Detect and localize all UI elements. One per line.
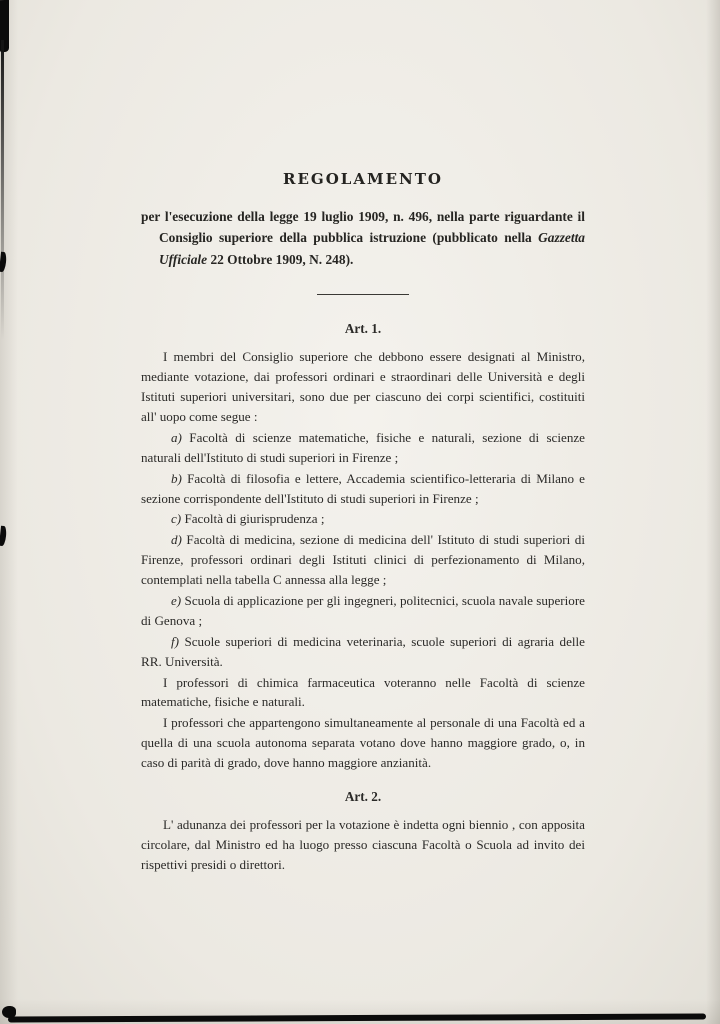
article-2-heading: Art. 2.	[344, 789, 382, 805]
list-item-b	[141, 469, 585, 509]
document-title: REGOLAMENTO	[283, 170, 443, 188]
article-1-paragraph-3: I professori che appartengono simultaneamente al personale di una Facoltà ed a quella di una scuola autonoma separata votano dove hanno maggiore grado, o, in caso di parità di grado, dove hanno maggiore anzianità.	[141, 715, 585, 771]
list-item-f	[141, 632, 585, 672]
list-item-c	[141, 509, 585, 529]
scan-artifact-left-mark-1	[0, 252, 7, 273]
document-subtitle	[141, 206, 585, 270]
list-item-d	[141, 530, 585, 590]
item-text: Facoltà di giurisprudenza ;	[181, 511, 325, 527]
item-marker: f)	[171, 633, 179, 649]
scan-artifact-left-mark-2	[0, 526, 7, 547]
item-marker: b)	[171, 470, 182, 486]
item-text: Scuola di applicazione per gli ingegneri, politecnici, scuola navale superiore di Genova ;	[141, 593, 585, 628]
list-item-e	[141, 591, 585, 631]
list-item-a	[141, 428, 585, 468]
article-1-intro-paragraph: I membri del Consiglio superiore che debbono essere designati al Ministro, mediante votazione, dai professori ordinari e straordinari delle Università e degli Istituti superiori universitari, sono due per ciascuno dei corpi scientifici, costituiti all' uopo come segue :	[141, 349, 585, 424]
item-marker: a)	[171, 429, 182, 445]
item-marker: d)	[171, 532, 182, 548]
article-1-paragraph-2: I professori di chimica farmaceutica voteranno nelle Facoltà di scienze matematiche, fisiche e naturali.	[141, 674, 585, 710]
section-separator-rule	[317, 294, 409, 295]
scan-artifact-left-line	[1, 40, 4, 340]
subtitle-part2: 22 Ottobre 1909, N. 248).	[207, 251, 354, 267]
item-marker: c)	[171, 511, 182, 527]
item-text: Facoltà di scienze matematiche, fisiche e naturali, sezione di scienze naturali dell'Istituto di studi superiori in Firenze ;	[141, 429, 585, 465]
subtitle-part1: per l'esecuzione della legge 19 luglio 1909, n. 496, nella parte riguardante il Consiglio superiore della pubblica istruzione (pubblicato nella	[141, 209, 585, 246]
item-text: Facoltà di filosofia e lettere, Accademia scientifico-letteraria di Milano e sezione corrispondente dell'Istituto di studi superiori in Firenze ;	[141, 470, 585, 506]
document-content	[141, 170, 585, 876]
scan-artifact-bottom-bar	[8, 1013, 706, 1022]
article-1-heading: Art. 1.	[344, 321, 382, 337]
subtitle-italic-gazzetta: Gazzetta Ufficiale	[159, 230, 585, 267]
item-marker: e)	[171, 593, 182, 608]
item-text: Scuole superiori di medicina veterinaria, scuole superiori di agraria delle RR. Università.	[141, 633, 585, 669]
item-text: Facoltà di medicina, sezione di medicina dell' Istituto di studi superiori di Firenze, professori ordinari degli Istituti clinici di perfezionamento di Milano, contemplati nella tabella C annessa alla legge ;	[141, 532, 585, 588]
article-2-paragraph: L' adunanza dei professori per la votazione è indetta ogni biennio , con apposita circolare, dal Ministro ed ha luogo presso ciascuna Facoltà o Scuola ad invito dei rispettivi presidi o direttori.	[141, 817, 585, 872]
